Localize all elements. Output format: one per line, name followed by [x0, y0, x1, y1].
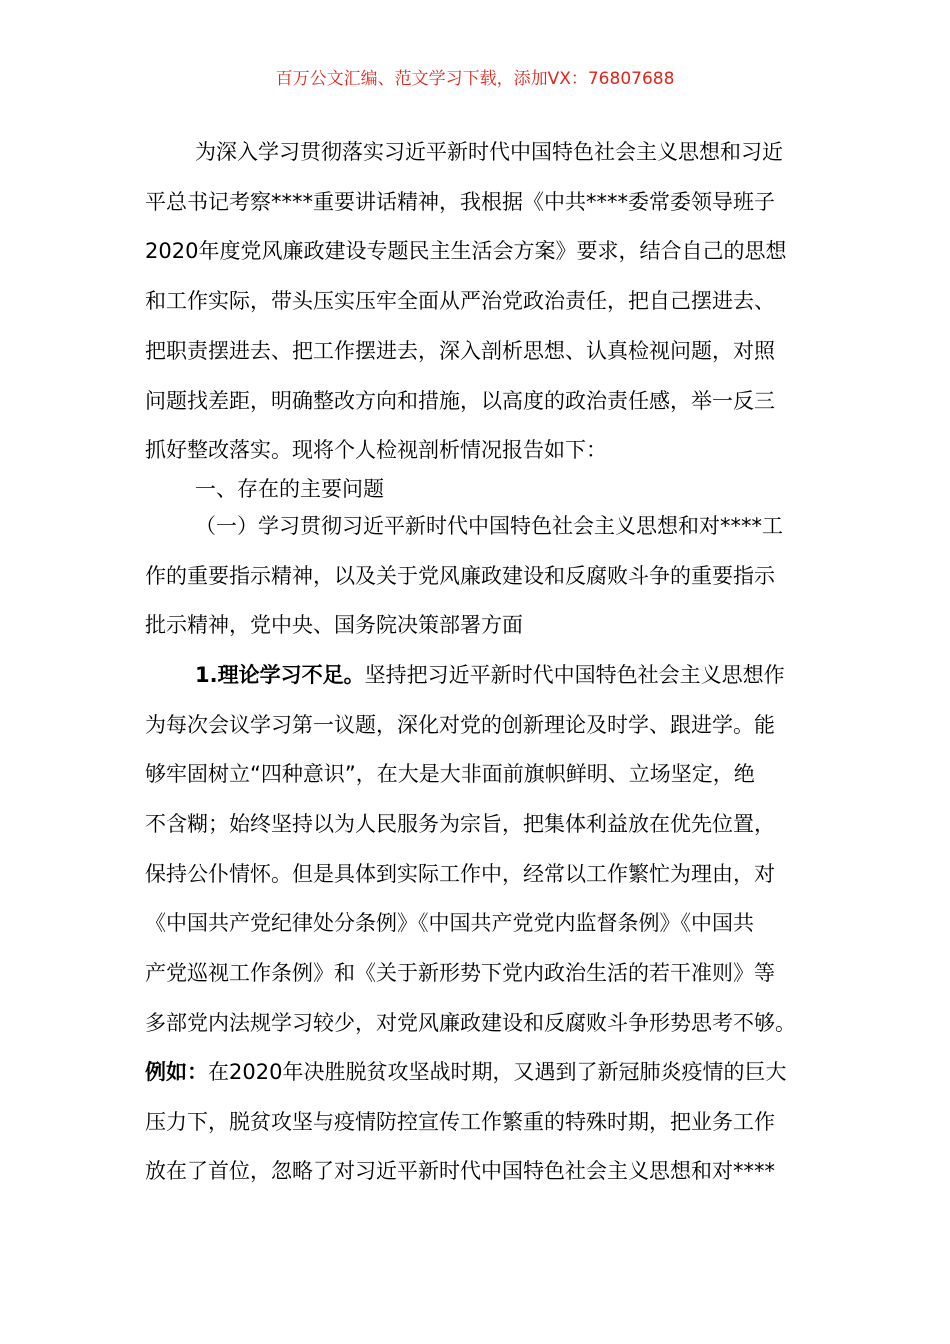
- subsection-line: 作的重要指示精神，以及关于党风廉政建设和反腐败斗争的重要指示: [145, 564, 775, 588]
- watermark-banner: 百万公文汇编、范文学习下载，添加VX：76807688: [275, 69, 675, 89]
- intro-line: 和工作实际，带头压实压牢全面从严治党政治责任，把自己摆进去、: [145, 289, 775, 313]
- item1-text: 坚持把习近平新时代中国特色社会主义思想作: [364, 663, 785, 687]
- intro-line: 2020年度党风廉政建设专题民主生活会方案》要求，结合自己的思想: [145, 239, 787, 263]
- item1-line: 多部党内法规学习较少，对党风廉政建设和反腐败斗争形势思考不够。: [145, 1011, 796, 1035]
- intro-line: 为深入学习贯彻落实习近平新时代中国特色社会主义思想和习近: [195, 140, 783, 164]
- example-text: 在2020年决胜脱贫攻坚战时期，又遇到了新冠肺炎疫情的巨大: [208, 1060, 787, 1084]
- example-line: 压力下，脱贫攻坚与疫情防控宣传工作繁重的特殊时期，把业务工作: [145, 1110, 775, 1134]
- item1-line: 为每次会议学习第一议题，深化对党的创新理论及时学、跟进学。能: [145, 713, 775, 737]
- subsection-line: 批示精神，党中央、国务院决策部署方面: [145, 613, 523, 637]
- section-heading: 一、存在的主要问题: [195, 477, 384, 501]
- item1-title: 1.理论学习不足。: [195, 663, 365, 687]
- intro-line: 平总书记考察****重要讲话精神，我根据《中共****委常委领导班子: [145, 190, 775, 214]
- example-line: 放在了首位，忽略了对习近平新时代中国特色社会主义思想和对****: [145, 1159, 775, 1183]
- item1-line: 保持公仆情怀。但是具体到实际工作中，经常以工作繁忙为理由，对: [145, 862, 775, 886]
- example-label: 例如：: [145, 1060, 208, 1084]
- item1-line: 够牢固树立“四种意识”，在大是大非面前旗帜鲜明、立场坚定，绝: [145, 762, 755, 786]
- intro-line: 抓好整改落实。现将个人检视剖析情况报告如下：: [145, 438, 607, 462]
- intro-line: 问题找差距，明确整改方向和措施，以高度的政治责任感，举一反三: [145, 389, 775, 413]
- item1-line: 产党巡视工作条例》和《关于新形势下党内政治生活的若干准则》等: [145, 961, 775, 985]
- example-first-line: [145, 1057, 805, 1087]
- intro-line: 把职责摆进去、把工作摆进去，深入剖析思想、认真检视问题，对照: [145, 339, 775, 363]
- item1-line: 不含糊；始终坚持以为人民服务为宗旨，把集体利益放在优先位置，: [145, 812, 775, 836]
- item1-line: 《中国共产党纪律处分条例》《中国共产党党内监督条例》《中国共: [145, 911, 754, 935]
- subsection-line: （一）学习贯彻习近平新时代中国特色社会主义思想和对****工: [195, 514, 783, 538]
- item1-first-line: [195, 660, 805, 690]
